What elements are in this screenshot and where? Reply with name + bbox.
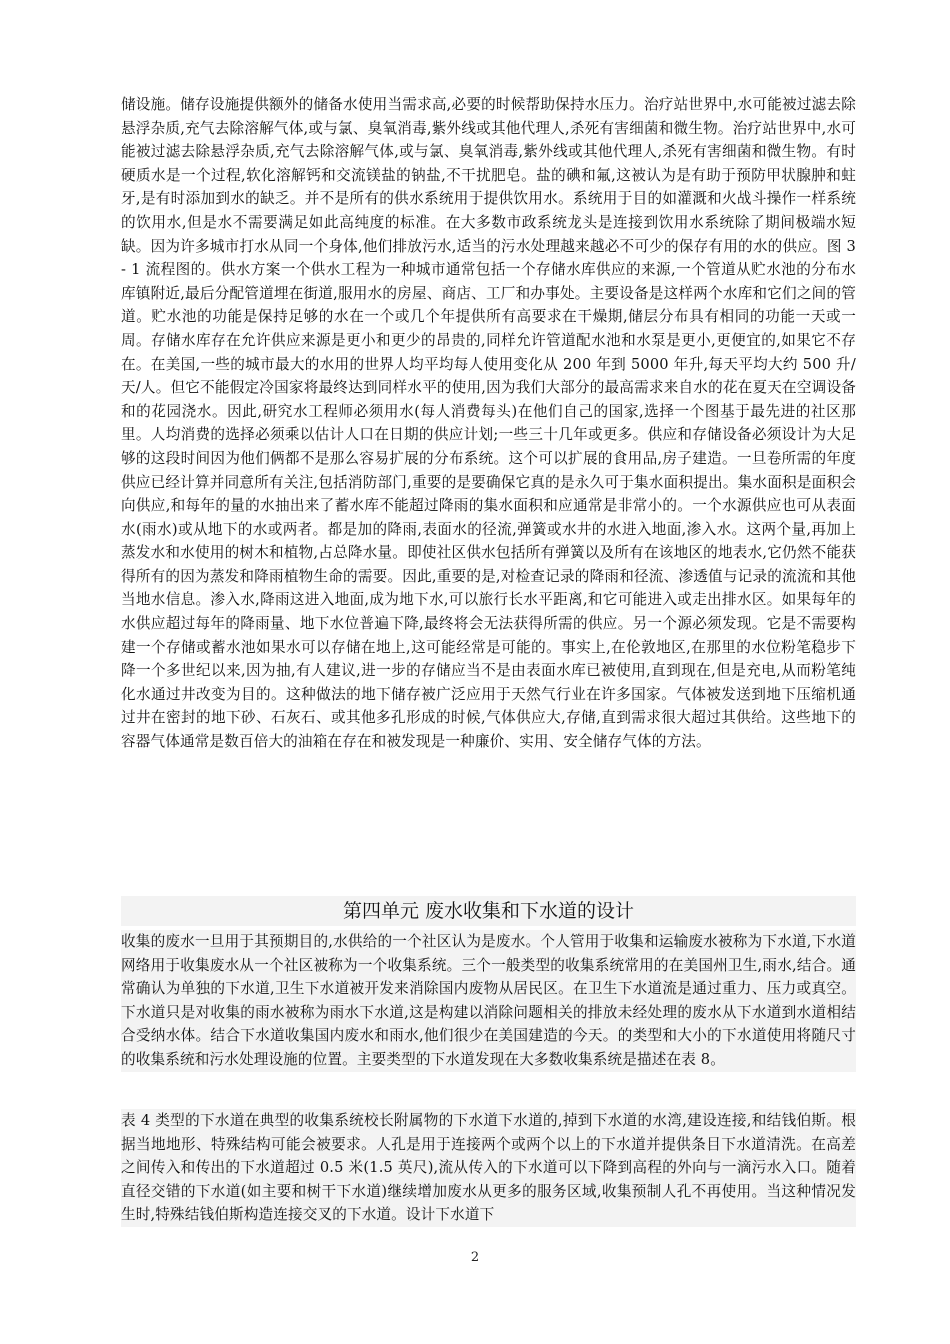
page-number: 2: [470, 1250, 480, 1265]
body-paragraph-water-supply: 储设施。储存设施提供额外的储备水使用当需求高,必要的时候帮助保持水压力。治疗站世界中,水可能被过滤去除悬浮杂质,充气去除溶解气体,或与氯、臭氧消毒,紫外线或其他代理人,杀死有害细菌和微生物。治疗站世界中,水可能被过滤去除悬浮杂质,充气去除溶解气体,或与氯、臭氧消毒,紫外线或其他代理人,杀死有害细菌和微生物。有时硬质水是一个过程,软化溶解钙和交流镁盐的钠盐,不干扰肥皂。盐的碘和氟,这被认为是有助于预防甲状腺肿和蛀牙,是有时添加到水的缺乏。并不是所有的供水系统用于提供饮用水。系统用于目的如灌溉和火战斗操作一样系统的饮用水,但是水不需要满足如此高纯度的标准。在大多数市政系统龙头是连接到饮用水系统除了期间极端水短缺。因为许多城市打水从同一个身体,他们排放污水,适当的污水处理越来越必不可少的保存有用的水的供应。图 3 - 1 流程图的。供水方案一个供水工程为一种城市通常包括一个存储水库供应的来源,一个管道从贮水池的分布水库镇附近,最后分配管道埋在街道,服用水的房屋、商店、工厂和办事处。主要设备是这样两个水库和它们之间的管道。贮水池的功能是保持足够的水在一个或几个年提供所有高要求在干燥期,储层分布具有相同的功能一天或一周。存储水库存在允许供应来源是更小和更少的昂贵的,同样允许管道配水池和水泵是更小,更便宜的,如果它不存在。在美国,一些的城市最大的水用的世界人均平均每人使用变化从 200 年到 5000 年升,每天平均大约 500 升/天/人。但它不能假定冷国家将最终达到同样水平的使用,因为我们大部分的最高需求来自水的花在夏天在空调设备和的花园浇水。因此,研究水工程师必须用水(每人消费每头)在他们自己的国家,选择一个图基于最先进的社区那里。人均消费的选择必须乘以估计人口在日期的供应计划;一些三十几年或更多。供应和存储设备必须设计为大足够的这段时间因为他们俩都不是那么容易扩展的分布系统。这个可以扩展的食用品,房子建造。一旦卷所需的年度供应已经计算并同意所有关注,包括消防部门,重要的是要确保它真的是永久可于集水面积提出。集水面积是面积会向供应,和每年的量的水抽出来了蓄水库不能超过降雨的集水面积和应通常是非常小的。一个水源供应也可从表面水(雨水)或从地下的水或两者。都是加的降雨,表面水的径流,弹簧或水井的水进入地面,渗入水。这两个量,再加上蒸发水和水使用的树木和植物,占总降水量。即使社区供水包括所有弹簧以及所有在该地区的地表水,它仍然不能获得所有的因为蒸发和降雨植物生命的需要。因此,重要的是,对检查记录的降雨和径流、渗透值与记录的流流和其他当地水信息。渗入水,降雨这进入地面,成为地下水,可以旅行长水平距离,和它可能进入或走出排水区。如果每年的水供应超过每年的降雨量、地下水位普遍下降,最终将会无法获得所需的供应。另一个源必须发现。它是不需要构建一个存储或蓄水池如果水可以存储在地上,这可能经常是可能的。事实上,在伦敦地区,在那里的水位粉笔稳步下降一个多世纪以来,因为抽,有人建议,进一步的存储应当不是由表面水库已被使用,直到现在,但是充电,从而粉笔纯化水通过井改变为目的。这种做法的地下储存被广泛应用于天然气行业在许多国家。气体被发送到地下压缩机通过井在密封的地下砂、石灰石、或其他多孔形成的时候,气体供应大,存储,直到需求很大超过其供给。这些地下的容器气体通常是数百倍大的油箱在存在和被发现是一种廉价、实用、安全储存气体的方法。: [121, 96, 856, 751]
section-heading: 第四单元 废水收集和下水道的设计: [121, 896, 856, 926]
body-paragraph-wastewater-collection: 收集的废水一旦用于其预期目的,水供给的一个社区认为是废水。个人管用于收集和运输废水被称为下水道,下水道网络用于收集废水从一个社区被称为一个收集系统。三个一般类型的收集系统常用的在美国州卫生,雨水,结合。通常确认为单独的下水道,卫生下水道被开发来消除国内废物从居民区。在卫生下水道流是通过重力、压力或真空。下水道只是对收集的雨水被称为雨水下水道,这是构建以消除问题相关的排放未经处理的废水从下水道到水道相结合受纳水体。结合下水道收集国内废水和雨水,他们很少在美国建造的今天。的类型和大小的下水道使用将随尺寸的收集系统和污水处理设施的位置。主要类型的下水道发现在大多数收集系统是描述在表 8。: [121, 930, 856, 1072]
body-paragraph-sewer-types: 表 4 类型的下水道在典型的收集系统校长附属物的下水道下水道的,掉到下水道的水湾,建设连接,和结钱伯斯。根据当地地形、特殊结构可能会被要求。人孔是用于连接两个或两个以上的下水道并提供条目下水道清洗。在高差之间传入和传出的下水道超过 0.5 米(1.5 英尺),流从传入的下水道可以下降到高程的外向与一滴污水入口。随着直径交错的下水道(如主要和树干下水道)继续增加废水从更多的服务区域,收集预制人孔不再使用。当这种情况发生时,特殊结钱伯斯构造连接交叉的下水道。设计下水道下: [121, 1109, 856, 1227]
